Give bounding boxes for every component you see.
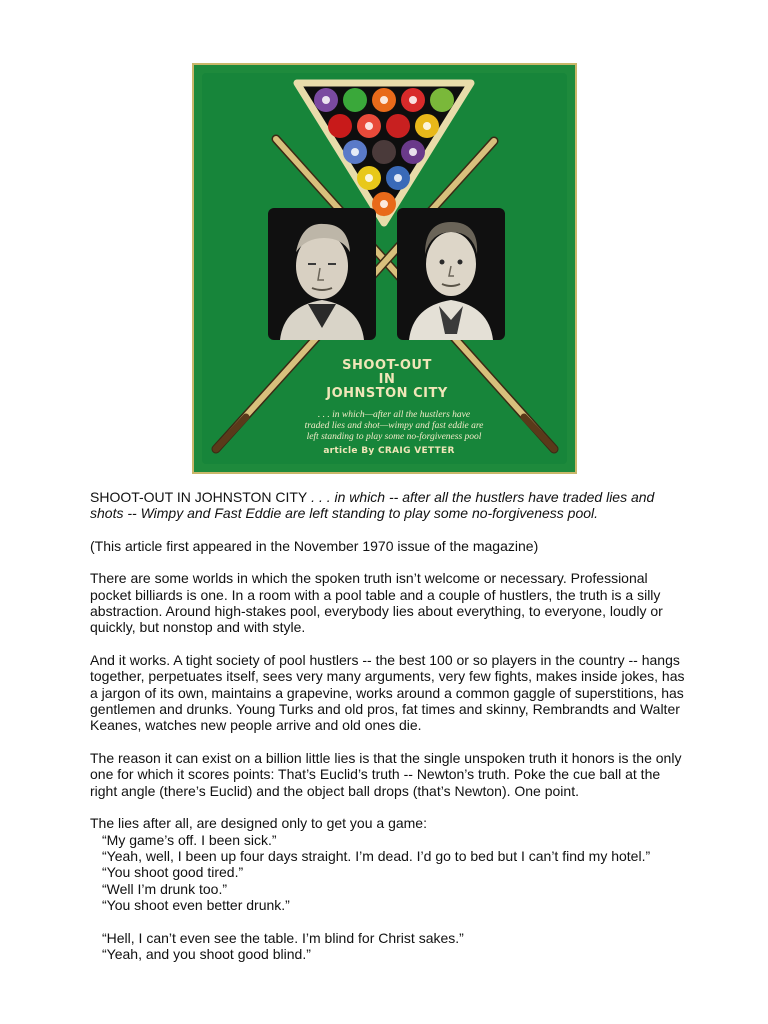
cover-subtitle <box>294 410 494 443</box>
dialogue-line: “You shoot good tired.” <box>102 864 244 881</box>
cover-title <box>312 359 462 401</box>
article-heading <box>90 489 690 522</box>
dialogue-intro: The lies after all, are designed only to get you a game: <box>90 815 427 832</box>
dialogue-line: “Yeah, well, I been up four days straight. I’m dead. I’d go to bed but I can’t find my hotel.” <box>102 847 651 864</box>
dialogue-line: “Hell, I can’t even see the table. I’m blind for Christ sakes.” <box>102 929 464 946</box>
cover-title-line: SHOOT-OUT <box>342 358 432 373</box>
article-paragraph: The reason it can exist on a billion little lies is that the single unspoken truth it honors is the only one for which it scores points: That’s Euclid’s truth -- Newton’s truth. Poke the cue ball at the right angle (there’s Euclid) and the object ball drops (that’s Newton). One point. <box>90 749 682 799</box>
article-illustration <box>192 63 577 474</box>
cover-byline: article By CRAIG VETTER <box>323 446 455 456</box>
dialogue-line: “Well I’m drunk too.” <box>102 880 227 897</box>
cover-subtitle-line: left standing to play some no-forgiveness pool <box>306 432 482 442</box>
portrait-wimpy <box>268 208 376 340</box>
heading-title: SHOOT-OUT IN JOHNSTON CITY <box>90 489 308 505</box>
heading-dek: . . . in which -- after all the hustlers have traded lies and shots -- Wimpy and Fast Eddie are left standing to play some no-forgiveness pool. <box>90 489 655 522</box>
dialogue-gap <box>90 914 690 930</box>
article-body <box>90 489 690 962</box>
pool-balls <box>314 88 454 216</box>
dialogue-line: “You shoot even better drunk.” <box>102 897 290 914</box>
article-paragraph: There are some worlds in which the spoken truth isn’t welcome or necessary. Professional pocket billiards is one. In a room with a pool table and a couple of hustlers, the truth is a silly abstraction. Around high-stakes pool, everybody lies about everything, to everyone, loudly or quickly, but nonstop and with style. <box>90 570 663 636</box>
dialogue-block <box>90 815 690 962</box>
cover-subtitle-line: traded lies and shot—wimpy and fast eddie are <box>304 421 484 431</box>
cover-title-line: JOHNSTON CITY <box>326 386 448 401</box>
article-paragraph: And it works. A tight society of pool hustlers -- the best 100 or so players in the country -- hangs together, perpetuates itself, sees very many arguments, very few fights, makes inside jokes, has a jargon of its own, maintains a grapevine, works around a common gaggle of superstitions, has gentlemen and drunks. Young Turks and old pros, fat times and skinny, Rembrandts and Walter Keanes, watches new people arrive and old ones die. <box>90 651 685 734</box>
cover-subtitle-line: . . . in which—after all the hustlers have <box>317 410 471 420</box>
publication-note: (This article first appeared in the November 1970 issue of the magazine) <box>90 537 539 554</box>
dialogue-line: “Yeah, and you shoot good blind.” <box>102 945 311 962</box>
cover-title-line: IN <box>378 372 396 387</box>
dialogue-line: “My game’s off. I been sick.” <box>102 831 277 848</box>
portrait-fast-eddie <box>397 208 505 340</box>
